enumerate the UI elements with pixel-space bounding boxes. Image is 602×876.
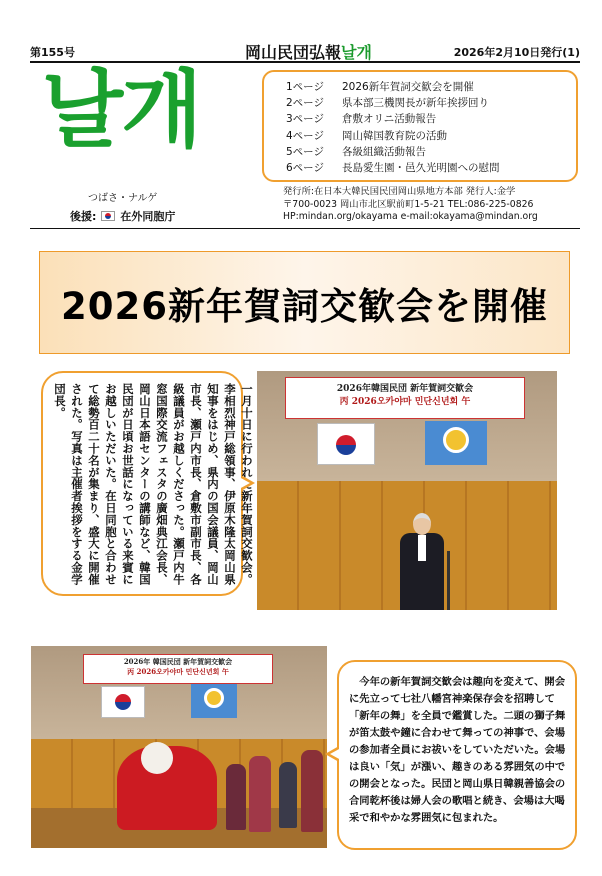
performer-figure [301,750,323,832]
logo-reading: つばさ・ナルゲ [88,193,158,204]
header-bar [30,40,580,62]
event-banner-line2: 丙 2026오카야마 민단신년회 午 [127,667,229,676]
callout-pointer [241,475,255,491]
toc-title: 岡山韓国教育院の活動 [342,129,447,142]
korea-emblem-icon [101,211,115,221]
lion-mask [141,742,173,774]
korean-flag-icon [317,423,375,465]
toc-page: 2ページ [286,97,324,110]
event-banner-line1: 2026年韓国民団 新年賀詞交歓会 [336,384,474,394]
publisher-line: 発行所:在日本大韓民国民団岡山県地方本部 発行人:金学 [283,186,516,197]
sponsor-line [70,208,175,224]
toc-title: 県本部三機関長が新年挨拶回り [342,97,489,110]
toc-page: 4ページ [286,129,324,142]
toc-item [286,128,576,144]
masthead [245,40,372,63]
headline-banner [39,251,570,354]
issue-number: 第155号 [30,46,75,59]
event-banner [83,654,273,684]
toc-title: 2026新年賀詞交歓会を開催 [342,81,474,93]
newsletter-logo: 날개 [42,61,201,159]
article-vertical-box [41,371,254,596]
publisher-info [283,186,538,224]
child-figure [226,764,246,830]
headline-title: 2026新年賀詞交歓会を開催 [61,284,548,328]
table-of-contents [262,70,578,182]
toc-title: 長島愛生園・邑久光明園への慰問 [342,162,500,175]
event-banner [285,377,525,419]
speech-photo [257,371,557,610]
article-horizontal-text: 今年の新年賀詞交歓会は趣向を変えて、開会に先立って七社八幡宮神楽保存会を招聘して「新年の舞」を全員で鑑賞した。二頭の獅子舞が笛太鼓や鐘に合わせて舞っての神事で、会場の参加者全員にお祓いをしていただいた。会場は良い「気」が漲い、趣きのある雰囲気の中での開会となった。民団と岡山県日韓親善協会の合同乾杯後は婦人会の歌唱と続き、会場は大喝采で和やかな雰囲気に包まれた。 [349,676,566,824]
toc-page: 1ページ [286,81,324,93]
contact-line: HP:mindan.org/okayama e-mail:okayama@mindan.org [283,211,538,222]
toc-item [286,111,576,127]
lion-dance-photo [31,646,327,848]
event-banner-line1: 2026年 韓国民団 新年賀詞交歓会 [123,657,233,666]
article-horizontal-box [337,660,577,850]
performer-figure [249,756,271,832]
event-banner-line2: 丙 2026오카야마 민단신년회 午 [339,397,471,407]
address-line: 〒700-0023 岡山市北区駅前町1-5-21 TEL:086-225-0826 [283,198,534,210]
toc-item [286,95,576,111]
toc-item [286,160,576,176]
toc-page: 5ページ [286,145,324,158]
toc-page: 3ページ [286,113,324,126]
microphone-stand [447,551,450,610]
speaker-figure [400,513,444,610]
toc-page: 6ページ [286,162,324,175]
sponsor-name: 在外同胞庁 [120,210,176,223]
callout-pointer [325,746,339,762]
sponsor-label: 後援: [70,210,97,223]
toc-title: 各級組織活動報告 [342,145,426,158]
korean-flag-icon [101,686,145,718]
toc-item [286,144,576,160]
toc-title: 倉敷オリニ活動報告 [342,113,437,126]
article-vertical-text: 一月十日に行われた新年賀詞交歓会。李相烈神戸総領事、伊原木隆太岡山県知事をはじめ、県内の国会議員、岡山市長、瀬戸内市長、倉敷市副市長、各級議員がお越しくださった。瀬戸内牛窓国際交流フェスタの廣畑典江会長、岡山日本語センターの講師など、韓国民団が日頃お世話になっている来賓にお越しいただいた。在日同胞と合わせて総勢百二十名が集まり、盛大に開催された。写真は主催者挨拶をする金学団長。 [53,383,254,586]
toc-item [286,79,576,95]
mindan-flag-icon [191,684,237,718]
publisher-rule [30,228,580,229]
child-figure [279,762,297,828]
issue-date: 2026年2月10日発行(1) [453,46,580,59]
masthead-name: 날개 [341,43,372,62]
mindan-flag-icon [425,421,487,465]
masthead-prefix: 岡山民団弘報 [245,43,342,62]
